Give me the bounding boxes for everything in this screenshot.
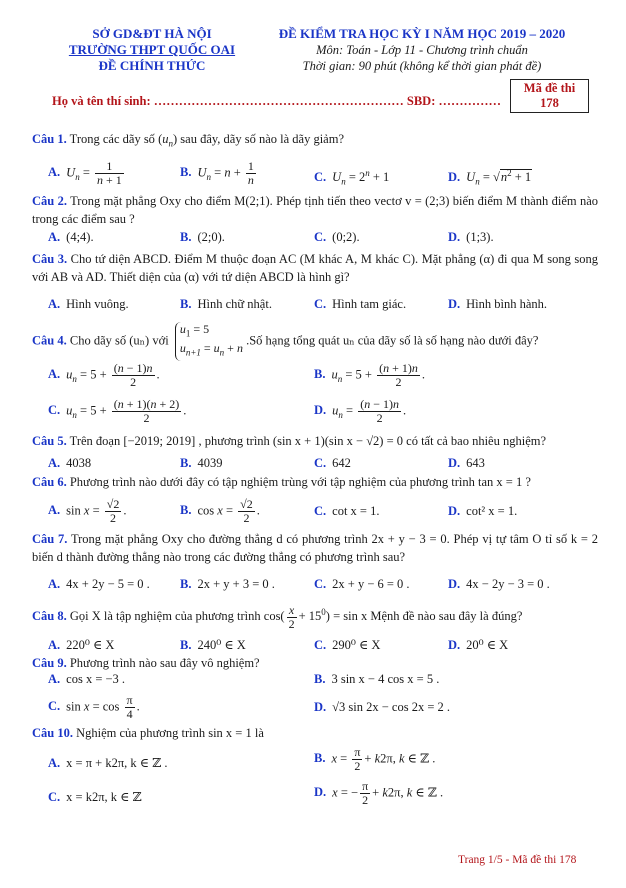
question-9: Câu 9. Phương trình nào sau đây vô nghiệm? (32, 656, 260, 670)
q10-option-d[interactable]: D. x = − $\frac{\pi}{2}$ + k2π, k ∈ ℤ . (314, 779, 444, 807)
q4-option-c[interactable]: C. $u_n = 5$ + $\frac{(n + 1)(n + 2)}{2}$ . (48, 397, 187, 425)
header-left (52, 26, 252, 74)
page-footer: Trang 1/5 - Mã đề thi 178 (458, 854, 577, 866)
exam-code-value: 178 (540, 96, 559, 110)
question-text: Nghiệm của phương trình sin x = 1 là (76, 726, 264, 740)
q4-option-a[interactable]: A. $u_n = 5$ + $\frac{(n - 1)n}{2}$ . (48, 361, 160, 389)
question-1: Câu 1. Trong các dãy số $(u_n)$ sau đây, dãy số nào là dãy giảm? (32, 132, 345, 149)
q6-option-d[interactable]: D. cot² x = 1. (448, 504, 518, 518)
q9-option-b[interactable]: B. 3 sin x − 4 cos x = 5 . (314, 672, 440, 686)
subject-line: Môn: Toán - Lớp 11 - Chương trình chuẩn (316, 43, 528, 57)
q4-option-b[interactable]: B. $u_n = 5$ + $\frac{(n + 1)n}{2}$ . (314, 361, 425, 389)
q8-option-a[interactable]: A. 220⁰ ∈ X (48, 638, 115, 652)
question-8: Câu 8. Gọi X là tập nghiệm của phương trình cos( $\frac{x}{2}$ + $15^0) = \sin x$ Mệnh đề nào sau đây là đúng? (32, 602, 523, 631)
question-2: Câu 2. Trong mặt phẳng Oxy cho điểm M(2;1). Phép tịnh tiến theo vectơ v = (2;3) biến điểm M thành điểm nào trong các điểm sau ? (32, 194, 598, 226)
q5-option-d[interactable]: D. 643 (448, 456, 485, 470)
question-3: Câu 3. Cho tứ diện ABCD. Điểm M thuộc đoạn AC (M khác A, M khác C). Mặt phẳng (α) đi qua M song song với AB và AD. Thiết diện của (α) với tứ diện ABCD là hình gì? (32, 252, 599, 284)
question-7: Câu 7. Trong mặt phẳng Oxy cho đường thẳng d có phương trình 2x + y − 3 = 0. Phép vị tự tâm O tỉ số k = 2 biến d thành đường thẳng nào trong các đường thẳng có phương trình sau? (32, 532, 598, 564)
student-name-dots: …………………………………………………… (153, 94, 404, 108)
sbd-label: SBD: (406, 94, 436, 108)
question-5: Câu 5. Trên đoạn [−2019; 2019] , phương trình (sin x + 1)(sin x − √2) = 0 có tất cả bao nhiêu nghiệm? (32, 434, 547, 448)
question-6: Câu 6. Phương trình nào dưới đây có tập nghiệm trùng với tập nghiệm của phương trình tan x = 1 ? (32, 475, 531, 489)
sbd-dots: …………… (438, 94, 501, 108)
q1-option-a[interactable]: A. $U_n$ = $\frac{1}{n + 1}$ (48, 159, 122, 187)
q5-option-b[interactable]: B. 4039 (180, 456, 223, 470)
question-number: Câu 1. (32, 132, 67, 146)
question-text: Trong các dãy số (69, 132, 155, 146)
question-text-2: = sin x Mệnh đề nào sau đây là đúng? (333, 609, 523, 624)
q2-option-b[interactable]: B. (2;0). (180, 230, 225, 244)
question-text: Trong mặt phẳng Oxy cho điểm M(2;1). Phép tịnh tiến theo vectơ v = (2;3) biến điểm M thành điểm nào trong các điểm sau ? (32, 194, 598, 226)
department: SỞ GD&ĐT HÀ NỘI (92, 26, 212, 41)
q6-option-b[interactable]: B. cos x = $\frac{√2}{2}$ . (180, 497, 260, 525)
q9-option-a[interactable]: A. cos x = −3 . (48, 672, 126, 686)
q7-option-d[interactable]: D. 4x − 2y − 3 = 0 . (448, 577, 550, 591)
question-text: Phương trình nào sau đây vô nghiệm? (69, 656, 260, 670)
q1-option-c[interactable]: C. $U_n = 2^n + 1$ (314, 168, 390, 187)
duration-line: Thời gian: 90 phút (không kể thời gian phát đề) (302, 59, 542, 73)
question-text: Cho dãy số (uₙ) với (69, 333, 169, 348)
q7-option-a[interactable]: A. 4x + 2y − 5 = 0 . (48, 577, 150, 591)
header-right (262, 26, 582, 74)
question-text: Trong mặt phẳng Oxy cho đường thẳng d có phương trình 2x + y − 3 = 0. Phép vị tự tâm O tỉ số k = 2 biến d thành đường thẳng nào trong các đường thẳng có phương trình sau? (32, 532, 598, 564)
q2-option-c[interactable]: C. (0;2). (314, 230, 360, 244)
q9-option-d[interactable]: D. √3 sin 2x − cos 2x = 2 . (314, 700, 450, 714)
question-text: Cho tứ diện ABCD. Điểm M thuộc đoạn AC (M khác A, M khác C). Mặt phẳng (α) đi qua M song song với AB và AD. Thiết diện của (α) với tứ diện ABCD là hình gì? (32, 252, 599, 284)
exam-title: ĐỀ KIỂM TRA HỌC KỲ I NĂM HỌC 2019 – 2020 (278, 26, 566, 41)
exam-code-label: Mã đề thi (523, 81, 576, 95)
q5-option-a[interactable]: A. 4038 (48, 456, 92, 470)
exam-code-box (510, 79, 589, 113)
q3-option-a[interactable]: A. Hình vuông. (48, 297, 129, 311)
student-info-line (52, 94, 501, 109)
q6-option-a[interactable]: A. sin x = $\frac{√2}{2}$ . (48, 497, 127, 525)
q1-option-b[interactable]: B. $U_n = n$ + $\frac{1}{n}$ (180, 159, 254, 187)
q8-option-b[interactable]: B. 240⁰ ∈ X (180, 638, 246, 652)
q10-option-b[interactable]: B. x = $\frac{\pi}{2}$ + k2π, k ∈ ℤ . (314, 745, 436, 773)
school-name: TRƯỜNG THPT QUỐC OAI (68, 42, 236, 57)
question-10: Câu 10. Nghiệm của phương trình sin x = 1 là (32, 726, 264, 740)
q2-option-a[interactable]: A. (4;4). (48, 230, 94, 244)
question-text: Phương trình nào dưới đây có tập nghiệm trùng với tập nghiệm của phương trình tan x = 1 ? (69, 475, 531, 489)
q10-option-a[interactable]: A. x = π + k2π, k ∈ ℤ . (48, 756, 168, 770)
q8-option-c[interactable]: C. 290⁰ ∈ X (314, 638, 381, 652)
question-4: Câu 4. Cho dãy số (uₙ) với $u_1 = 5$ $u_{n+1} = u_n + n$ .Số hạng tổng quát uₙ của dãy số là số hạng nào dưới đây? (32, 322, 538, 361)
q9-option-c[interactable]: C. sin x = cos $\frac{\pi}{4}$ . (48, 693, 140, 721)
question-text-2: sau đây, dãy số nào là dãy giảm? (180, 132, 345, 146)
question-text: Gọi X là tập nghiệm của phương trình (69, 609, 261, 624)
q4-option-d[interactable]: D. $u_n$ = $\frac{(n - 1)n}{2}$ . (314, 397, 407, 425)
question-text: Trên đoạn [−2019; 2019] , phương trình (sin x + 1)(sin x − √2) = 0 có tất cả bao nhiêu nghiệm? (69, 434, 547, 448)
recurrence-system: $u_1 = 5$ $u_{n+1} = u_n + n$ (175, 322, 243, 361)
q2-option-d[interactable]: D. (1;3). (448, 230, 494, 244)
q6-option-c[interactable]: C. cot x = 1. (314, 504, 380, 518)
q7-option-c[interactable]: C. 2x + y − 6 = 0 . (314, 577, 410, 591)
q5-option-c[interactable]: C. 642 (314, 456, 351, 470)
q3-option-c[interactable]: C. Hình tam giác. (314, 297, 407, 311)
q3-option-b[interactable]: B. Hình chữ nhật. (180, 297, 272, 311)
student-name-label: Họ và tên thí sinh: (52, 94, 151, 108)
q3-option-d[interactable]: D. Hình bình hành. (448, 297, 548, 311)
q8-option-d[interactable]: D. 20⁰ ∈ X (448, 638, 509, 652)
q7-option-b[interactable]: B. 2x + y + 3 = 0 . (180, 577, 275, 591)
q1-option-d[interactable]: D. $U_n = √n^2 + 1$ (448, 168, 532, 187)
official-label: ĐỀ CHÍNH THỨC (98, 58, 206, 73)
q10-option-c[interactable]: C. x = k2π, k ∈ ℤ (48, 790, 142, 804)
question-text-2: .Số hạng tổng quát uₙ của dãy số là số hạng nào dưới đây? (246, 333, 539, 348)
